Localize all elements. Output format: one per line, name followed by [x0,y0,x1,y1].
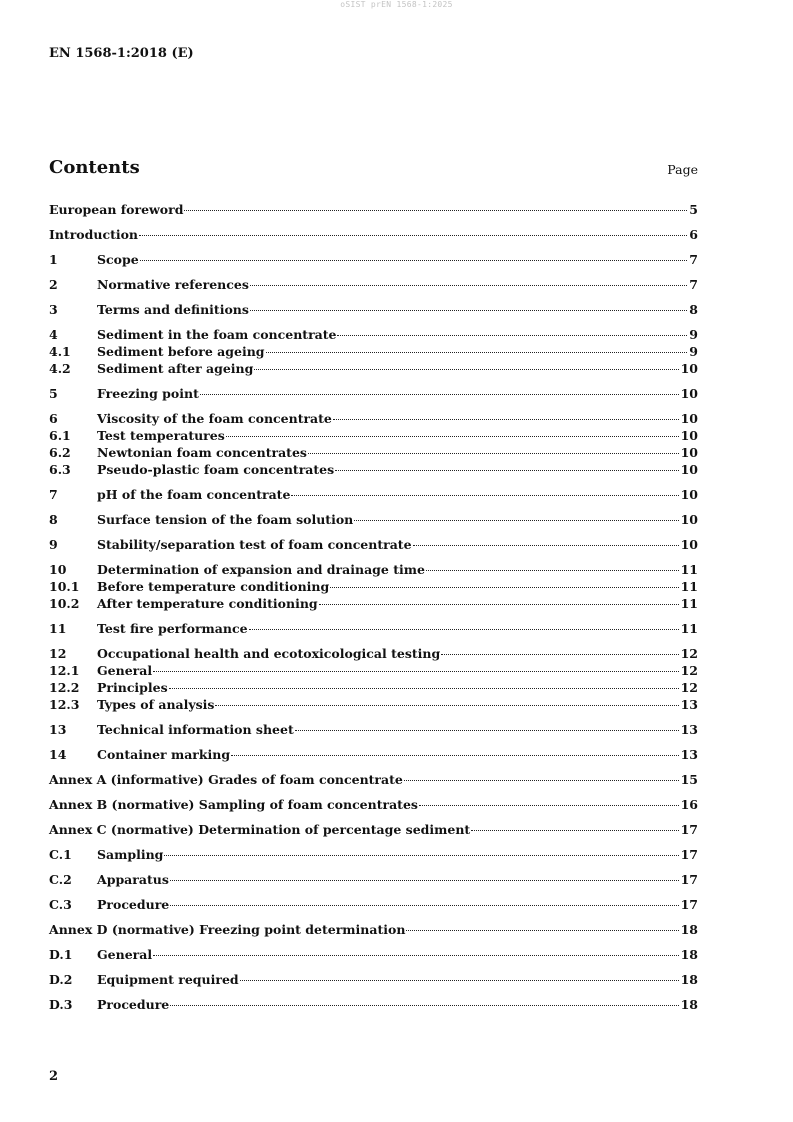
toc-entry-number: D.2 [49,972,73,987]
toc-entry[interactable] [49,385,698,402]
toc-entry-title: Freezing point [97,386,199,401]
toc-entry[interactable] [49,511,698,528]
toc-entry-number: 3 [49,302,58,317]
toc-entry-title: Before temperature conditioning [97,579,330,594]
toc-entry-number: 12.3 [49,697,80,712]
toc-entry-number: 13 [49,722,67,737]
toc-entry-number: 14 [49,747,67,762]
toc-dot-leader [231,754,678,756]
toc-entry-title: Sampling [97,847,164,862]
toc-entry[interactable] [49,971,698,988]
toc-entry-title: Equipment required [97,972,239,987]
toc-entry-title: Scope [97,252,139,267]
toc-dot-leader [170,1004,678,1006]
toc-entry-page: 11 [680,621,698,636]
toc-entry-title: Annex D (normative) Freezing point determination [49,922,406,937]
toc-dot-leader [335,469,678,471]
toc-entry-page: 10 [680,428,698,443]
toc-entry-title: General [97,947,153,962]
toc-entry-title: Annex A (informative) Grades of foam concentrate [49,772,403,787]
toc-entry-number: 9 [49,537,58,552]
toc-dot-leader [200,393,679,395]
toc-dot-leader [184,209,687,211]
toc-entry[interactable] [49,461,698,478]
toc-dot-leader [319,603,679,605]
toc-entry-number: 5 [49,386,58,401]
toc-entry-title: Types of analysis [97,697,215,712]
toc-entry-page: 16 [680,797,698,812]
toc-entry[interactable] [49,746,698,763]
toc-dot-leader [426,569,679,571]
toc-entry[interactable] [49,796,698,813]
toc-entry-number: 6.3 [49,462,71,477]
toc-entry-number: D.1 [49,947,73,962]
toc-entry-page: 9 [689,344,698,359]
toc-dot-leader [153,954,678,956]
toc-entry[interactable] [49,996,698,1013]
toc-entry-page: 12 [680,680,698,695]
toc-entry[interactable] [49,343,698,360]
toc-dot-leader [471,829,678,831]
toc-entry[interactable] [49,410,698,427]
toc-dot-leader [291,494,678,496]
toc-dot-leader [240,979,679,981]
toc-entry-title: Procedure [97,997,170,1012]
toc-entry-page: 7 [689,277,698,292]
toc-dot-leader [413,544,679,546]
toc-entry-title: Annex C (normative) Determination of percentage sediment [49,822,471,837]
toc-entry-number: 6 [49,411,58,426]
toc-dot-leader [295,729,679,731]
toc-entry-page: 10 [680,445,698,460]
toc-entry[interactable] [49,696,698,713]
toc-entry-page: 11 [680,579,698,594]
toc-entry-title: Introduction [49,227,139,242]
toc-entry[interactable] [49,486,698,503]
toc-entry-page: 13 [680,722,698,737]
toc-entry-title: Occupational health and ecotoxicological testing [97,646,441,661]
toc-entry-number: 6.1 [49,428,71,443]
toc-entry[interactable] [49,721,698,738]
toc-dot-leader [330,586,678,588]
toc-entry-title: pH of the foam concentrate [97,487,291,502]
toc-entry-page: 10 [680,512,698,527]
toc-entry-title: Procedure [97,897,170,912]
toc-entry[interactable] [49,444,698,461]
toc-entry-number: C.2 [49,872,72,887]
toc-entry-page: 8 [689,302,698,317]
toc-dot-leader [169,687,679,689]
toc-entry-page: 10 [680,386,698,401]
toc-dot-leader [406,929,678,931]
toc-dot-leader [419,804,679,806]
toc-entry-page: 7 [689,252,698,267]
toc-entry-page: 12 [680,646,698,661]
toc-entry-number: 11 [49,621,67,636]
document-header: EN 1568-1:2018 (E) [49,46,194,61]
watermark: oSIST prEN 1568-1:2025 [340,0,453,9]
toc-entry-number: 1 [49,252,58,267]
toc-entry[interactable] [49,201,698,218]
toc-entry-page: 9 [689,327,698,342]
toc-entry-title: Sediment after ageing [97,361,254,376]
toc-entry-page: 13 [680,747,698,762]
toc-entry-number: 10.1 [49,579,80,594]
toc-entry-title: Pseudo-plastic foam concentrates [97,462,335,477]
toc-entry-number: D.3 [49,997,73,1012]
toc-entry-page: 5 [689,202,698,217]
toc-entry-number: 2 [49,277,58,292]
toc-entry-page: 18 [680,972,698,987]
page-number: 2 [49,1069,59,1084]
toc-entry-page: 13 [680,697,698,712]
toc-entry-title: Sediment before ageing [97,344,265,359]
toc-dot-leader [337,334,687,336]
toc-dot-leader [170,879,679,881]
toc-dot-leader [250,309,687,311]
toc-entry-title: Viscosity of the foam concentrate [97,411,332,426]
toc-entry-number: 4 [49,327,58,342]
toc-entry-title: Test fire performance [97,621,248,636]
toc-entry[interactable] [49,921,698,938]
toc-entry-title: Principles [97,680,168,695]
toc-entry-page: 10 [680,462,698,477]
toc-entry-title: Technical information sheet [97,722,294,737]
toc-entry[interactable] [49,946,698,963]
toc-entry-title: Container marking [97,747,231,762]
toc-entry[interactable] [49,427,698,444]
toc-dot-leader [249,628,679,630]
toc-entry-number: 8 [49,512,58,527]
toc-dot-leader [354,519,678,521]
toc-entry-number: 12 [49,646,67,661]
toc-entry-number: 10 [49,562,67,577]
toc-entry-page: 17 [680,822,698,837]
toc-entry-number: 6.2 [49,445,71,460]
toc-entry-number: C.3 [49,897,72,912]
toc-dot-leader [140,259,688,261]
toc-entry-page: 10 [680,411,698,426]
toc-entry-title: European foreword [49,202,184,217]
toc-entry[interactable] [49,662,698,679]
toc-entry-title: Stability/separation test of foam concentrate [97,537,412,552]
table-of-contents [49,201,698,1013]
toc-dot-leader [164,854,678,856]
toc-entry-title: Annex B (normative) Sampling of foam concentrates [49,797,418,812]
toc-entry-title: Apparatus [97,872,169,887]
toc-entry[interactable] [49,226,698,243]
toc-dot-leader [250,284,687,286]
page-column-label: Page [667,162,698,177]
toc-entry-page: 17 [680,897,698,912]
toc-entry-title: Determination of expansion and drainage time [97,562,425,577]
toc-entry-page: 10 [680,537,698,552]
toc-entry[interactable] [49,578,698,595]
toc-entry[interactable] [49,276,698,293]
toc-entry[interactable] [49,679,698,696]
toc-entry-title: Newtonian foam concentrates [97,445,307,460]
toc-entry-number: 10.2 [49,596,80,611]
toc-entry[interactable] [49,846,698,863]
toc-entry-page: 17 [680,872,698,887]
toc-entry-number: C.1 [49,847,72,862]
toc-entry-page: 18 [680,922,698,937]
toc-dot-leader [226,435,679,437]
toc-dot-leader [153,670,678,672]
toc-entry-number: 12.1 [49,663,80,678]
toc-entry[interactable] [49,326,698,343]
toc-entry-page: 18 [680,997,698,1012]
toc-entry-number: 4.1 [49,344,71,359]
toc-dot-leader [333,418,679,420]
toc-entry-title: General [97,663,153,678]
toc-entry[interactable] [49,620,698,637]
toc-entry[interactable] [49,645,698,662]
toc-entry-title: Terms and definitions [97,302,249,317]
contents-title: Contents [49,157,140,178]
toc-dot-leader [404,779,679,781]
toc-entry-title: Normative references [97,277,249,292]
toc-entry-page: 11 [680,562,698,577]
toc-entry-number: 4.2 [49,361,71,376]
toc-dot-leader [254,368,678,370]
toc-entry-page: 17 [680,847,698,862]
toc-entry[interactable] [49,561,698,578]
toc-entry[interactable] [49,896,698,913]
toc-entry[interactable] [49,871,698,888]
toc-entry[interactable] [49,360,698,377]
toc-entry[interactable] [49,821,698,838]
toc-entry[interactable] [49,301,698,318]
toc-entry-page: 6 [689,227,698,242]
toc-dot-leader [170,904,678,906]
toc-dot-leader [266,351,688,353]
toc-entry-title: Sediment in the foam concentrate [97,327,337,342]
toc-entry-title: After temperature conditioning [97,596,318,611]
toc-dot-leader [139,234,687,236]
toc-entry-page: 10 [680,361,698,376]
toc-entry[interactable] [49,771,698,788]
toc-dot-leader [308,452,679,454]
toc-entry[interactable] [49,595,698,612]
toc-entry-title: Test temperatures [97,428,225,443]
toc-entry-page: 18 [680,947,698,962]
toc-entry-page: 15 [680,772,698,787]
toc-entry-number: 7 [49,487,58,502]
toc-dot-leader [215,704,678,706]
toc-dot-leader [441,653,678,655]
toc-entry-page: 12 [680,663,698,678]
toc-entry-page: 11 [680,596,698,611]
toc-entry[interactable] [49,536,698,553]
toc-entry-title: Surface tension of the foam solution [97,512,354,527]
toc-entry-page: 10 [680,487,698,502]
toc-entry-number: 12.2 [49,680,80,695]
toc-entry[interactable] [49,251,698,268]
